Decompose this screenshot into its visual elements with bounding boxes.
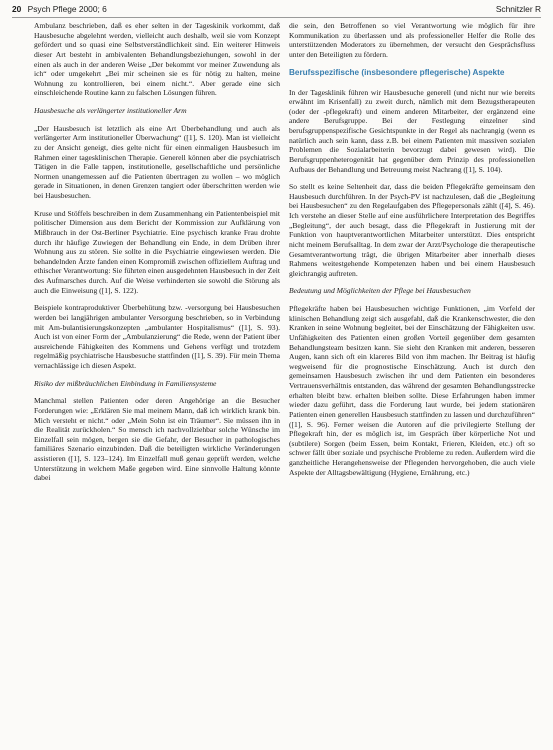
author-name: Schnitzler R: [495, 4, 541, 14]
paragraph: Beispiele kontraproduktiver Überbehütung bzw. -versorgung bei Hausbesuchen werden bei langjährigen ambulanter Versorgung beschrieben, so in Verbindung mit Am-bulantisierungskonzepten „ambulanter Hospitalismus“ ([1], S. 93). Auch ist von einer Form der „Ambulanzierung“ die Rede, wenn der Patient über ausreichende Fähigkeiten des Kommens und Gehens verfügt und trotzdem regelmäßig psychiatrische Hausbesuche stattfinden ([1], S. 39). Für mein Thema vernachlässige ich diesen Aspekt.: [34, 303, 280, 370]
right-column: [289, 21, 535, 747]
page-number: 20: [12, 4, 22, 14]
paragraph: Ambulanz beschrieben, daß es eher selten in der Tageskinik vorkommt, daß Hausbesuche abgelehnt werden, vielleicht auch deshalb, weil sie vom Konzept gefördert und so quasi eine Selbstverständlichkeit sind. Ein weiterer Hinweis dieser Art besteht in ambivalenten Behandlungsbeziehungen, sowohl in der einen als auch in der anderen Weise „Der bekommt vor meiner Zuwendung als ich“ oder umgekehrt „Bei mir scheinen sie es für nötig zu halten, meine Wohnung zu kontrollieren, bei einem nicht.“. Aber gerade eine sich einschleichende Routine kann zu falschen Lösungen führen.: [34, 21, 280, 98]
paragraph: So stellt es keine Seltenheit dar, dass die beiden Pflegekräfte gemeinsam den Hausbesuch durchführen. In der Psych-PV ist nachzulesen, daß die „Begleitung bei Hausbesuchen“ zu den Regelaufgaben des Pflegepersonals zählt ([4], S. 46). Ich verstehe an dieser Stelle auf eine ausführlichere Interpretation des Begriffes „Begleitung“, der auch besagt, dass die Pflegekraft in Justierung mit der Funktion von hauptverantwortlichen Mitarbeiter unterstützt. Dies entspricht nicht meinem Berufsalltag. In dem zwar der Arzt/Psychologe die therapeutische Gesamtverantwortung trägt, die übrigen Mitarbeiter aber innerhalb dieses Rahmens weitestgehende Kompetenzen haben und bei einem Hausbesuch gleichrangig auftreten.: [289, 182, 535, 278]
paragraph: die sein, den Betroffenen so viel Verantwortung wie möglich für ihre Kommunikation zu überlassen und als professioneller Helfer die Rolle des unterstützenden Moderators zu übernehmen, der versucht den Gesprächsfluss unter den Beteiligten zu fördern.: [289, 21, 535, 59]
paragraph: In der Tagesklinik führen wir Hausbesuche generell (und nicht nur wie bereits erwähnt im Krisenfall) zu zweit durch, nämlich mit dem Bezugstherapeuten (oder der -pflegekraft) und einem anderen Mitarbeiter, der ergänzend eine andere Berufsgruppe. Bei der Festlegung einzelner sind berufsgruppenspezifische Gesichtspunkte in der Regel als nachrangig (wenn es natürlich auch sein kann, dass z.B. bei einem Patienten mit massiven sozialen Problemen die Sozialarbeiterin bevorzugt dabei gewesen wird). Die Berufsgruppenheterogenität hat gegenüber dem Prinzip des professionellen Aufbaus der Behandlung und Betreuung meist Nachrang ([1], S. 104).: [289, 87, 535, 174]
paragraph: „Der Hausbesuch ist letztlich als eine Art Überbehandlung und auch als verlängerter Arm institutioneller Überwachung“ ([1], S. 120). Man ist vielleicht zu der Ansicht geneigt, dies gelte nicht für einen einmaligen Hausbesuch im Rahmen einer tagesklinischen Therapie. Generell können aber die psychiatrisch Tätigen in die Falle tappen, institutionelle, gesellschaftliche und persönliche Normen unangemessen auf die Patienten übertragen zu wollen – wo möglich gerade in Situationen, in denen Grenzen tangiert oder überschritten werden wie bei Hausbesuchen.: [34, 123, 280, 200]
left-column: [34, 21, 280, 747]
running-header: [12, 2, 541, 16]
section-heading: Berufsspezifische (insbesondere pflegerische) Aspekte: [289, 67, 505, 77]
subheading: Risiko der mißbräuchlichen Einbindung in Familiensysteme: [34, 378, 217, 388]
paragraph: Pflegekräfte haben bei Hausbesuchen wichtige Funktionen, „im Vorfeld der klinischen Behandlung zeigt sich ausgefahl, daß die Krankenschwester, die den Kranken in seine Wohnung begleitet, bei der Einschätzung der Fähigkeiten usw. Unfähigkeiten des Patienten einen großen Vorteil gegenüber dem gesamten Behandlungsteam besitzen kann. Sie sieht den Kranken mit anderen, besseren Augen, kann sich oft ein klareres Bild von ihm machen. Ihr Beitrag ist häufig wegweisend für die prognostische Einschätzung. Auch ist durch den gemeinsamen Hausbesuch zwischen ihr und dem Patienten ein besonderes Vertrauensverhältnis entstanden, das während der gesamten Behandlungsstrecke erhalten bleibt bzw. erhalten bleiben sollte. Diese Erfahrungen haben immer wieder dazu geführt, dass die Forderung laut wurde, bei jedem stationären Patienten einen generellen Hausbesuch stattfinden zu lassen und durchzuführen“ ([1], S. 96). Ferner weisen die Autoren auf die privilegierte Stellung der Pflegekraft hin, der es möglich ist, im Gespräch über körperliche Not und (subtilere) Sorgen (beim Essen, beim Kontakt, Frieren, Kleiden, etc.) oft so schwer fällt über soziale und psychische Probleme zu reden. Außerdem wird die ganzheitliche Herangehensweise der Pflegenden hervorgehoben, die auch viele Aspekte der Alltagsbewältigung (Hygiene, Ernährung, etc.): [289, 304, 535, 477]
paragraph: Kruse und Stöffels beschreiben in dem Zusammenhang ein Patientenbeispiel mit politischer Dimension aus dem Bericht der Kommission zur Aufklärung von Mißbrauch in der Ost-Berliner Psychiatrie. Eine psychisch kranke Frau drohte durch ihr häufige Zuwiegen der Behandlung ein Ende, in dem Drüben ihrer Wohnung aus zu stören. Sie sollte in die Psychiatrie eingewiesen werden. Die behandelnden Ärzte fanden einen Kompromiß zwischen offiziellem Auftrag und ethischer Verantwortung: Sie führten einen ausgedehnten Hausbesuch in der Zeit des Aufmarsches durch. Auf die Weise verhinderten sie sowohl die Störung als auch die Einweisung ([1], S. 122).: [34, 208, 280, 295]
subheading: Bedeutung und Möglichkeiten der Pflege bei Hausbesuchen: [289, 286, 471, 296]
journal-citation: Psych Pflege 2000; 6: [27, 4, 107, 14]
paragraph: Manchmal stellen Patienten oder deren Angehörige an die Besucher Forderungen wie: „Erklären Sie mal meinem Mann, daß ich wirklich krank bin. Mich versteht er nicht.“ oder „Mein Sohn ist ein Träumer“. Sie müssen ihn in die Realität zurückholen.“ So mensch ich nachvollziehbar solche Wünsche im Einzelfall sein mögen, bergen sie die Gefahr, der Besucher in pathologisches familiäres Szenario einzubinden. Daß die beteiligten wirkliche Veränderungen assistieren ([1], S. 123–124). Im Einzelfall muß genau geprüft werden, welche Unterstützung in welchem Maße gegeben wird. Eine sinnvolle Haltung könnte dabei: [34, 396, 280, 483]
subheading: Hausbesuche als verlängerter institutioneller Arm: [34, 106, 187, 115]
header-rule: [12, 17, 541, 18]
